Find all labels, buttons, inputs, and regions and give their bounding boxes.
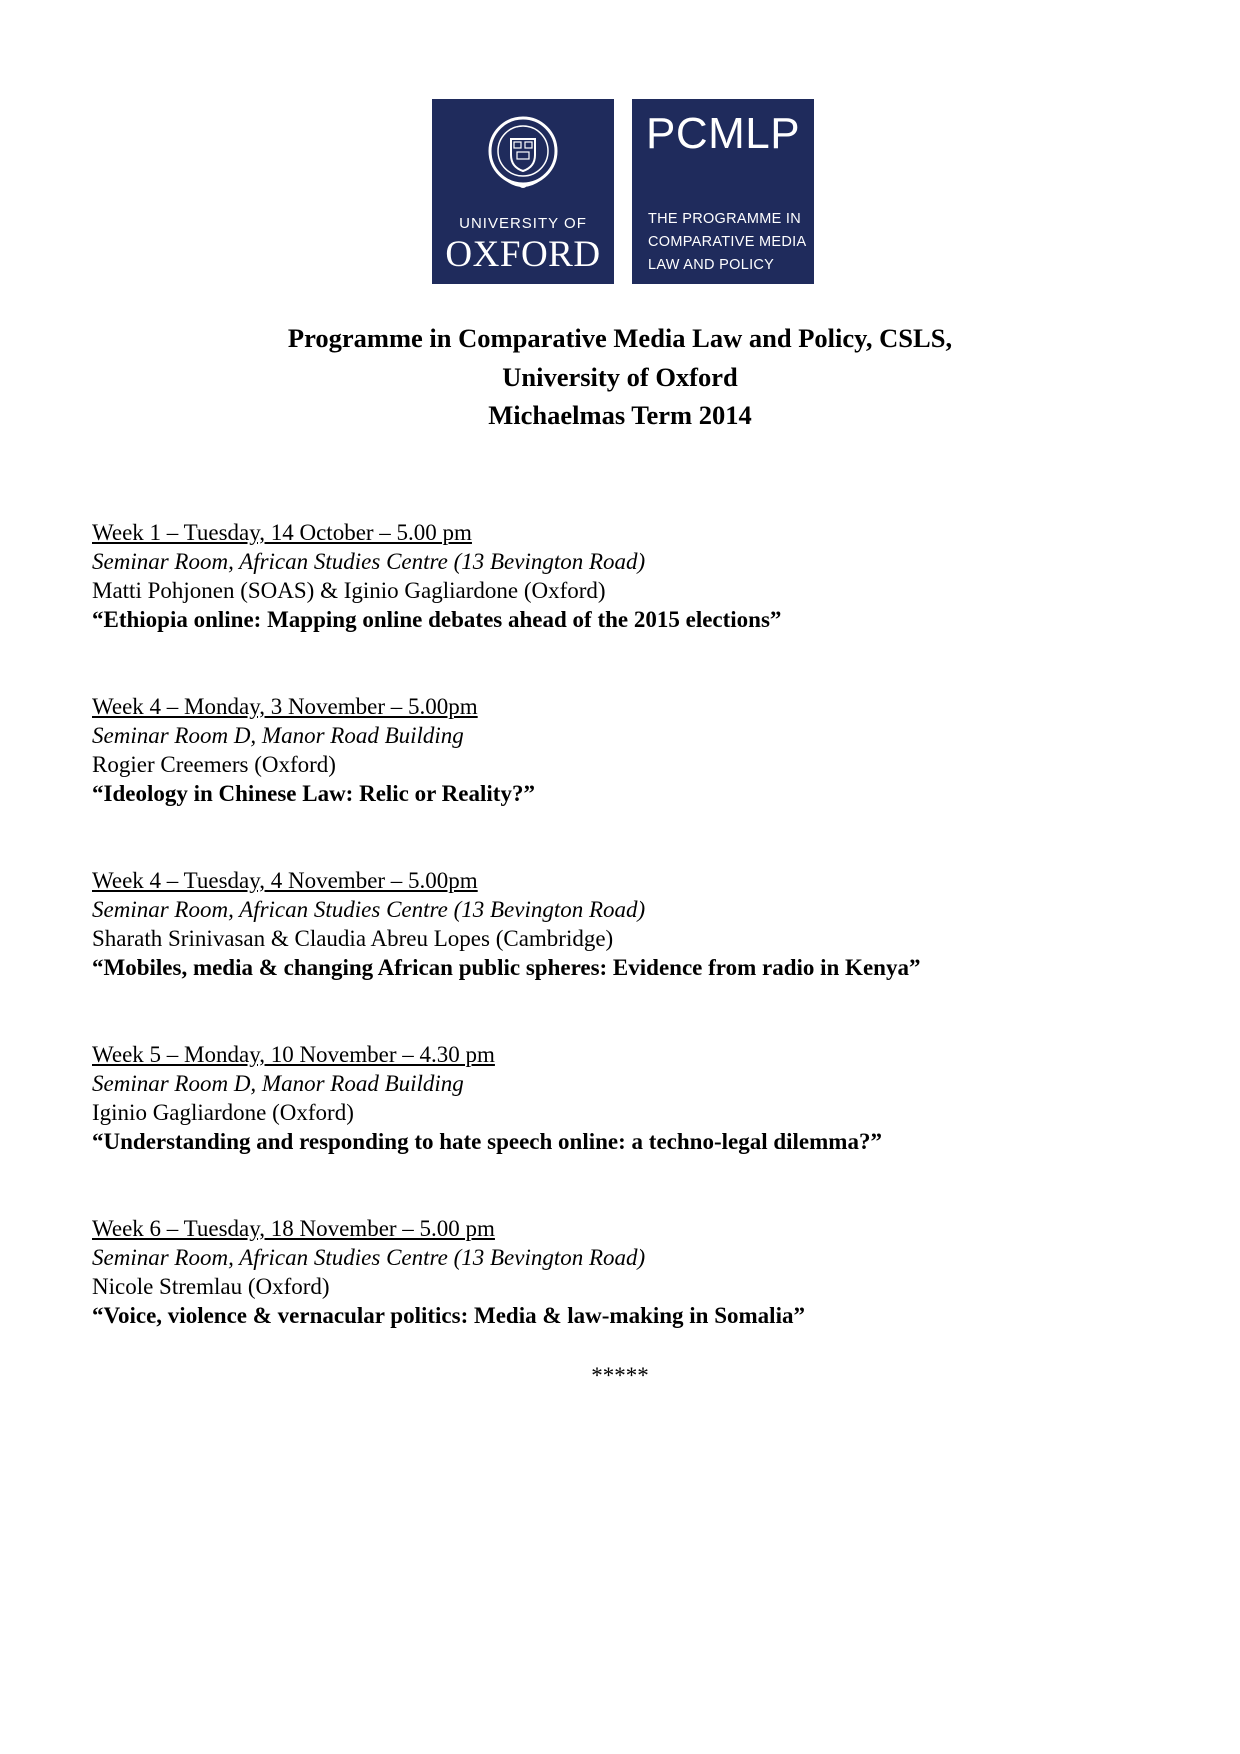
title-line: Programme in Comparative Media Law and Policy, CSLS,: [287, 323, 953, 353]
event-item: [92, 518, 781, 634]
event-speakers: Rogier Creemers (Oxford): [92, 752, 336, 777]
logo-pcmlp-line: THE PROGRAMME IN: [648, 211, 802, 227]
event-title: “Voice, violence & vernacular politics: Media & law-making in Somalia”: [92, 1303, 805, 1328]
end-mark: *****: [591, 1363, 649, 1388]
event-item: [92, 692, 535, 808]
oxford-logo: [432, 99, 614, 284]
event-speakers: Nicole Stremlau (Oxford): [92, 1274, 330, 1299]
event-item: [92, 1214, 805, 1330]
oxford-crest-icon: [473, 109, 573, 213]
logo-pcmlp-line: LAW AND POLICY: [648, 257, 775, 273]
event-item: [92, 1040, 882, 1156]
event-date: Week 6 – Tuesday, 18 November – 5.00 pm: [92, 1216, 495, 1241]
event-speakers: Iginio Gagliardone (Oxford): [92, 1100, 354, 1125]
event-date: Week 4 – Tuesday, 4 November – 5.00pm: [92, 868, 478, 893]
event-venue: Seminar Room D, Manor Road Building: [92, 1071, 464, 1096]
event-title: “Ideology in Chinese Law: Relic or Reality?”: [92, 781, 535, 806]
event-title: “Understanding and responding to hate speech online: a techno-legal dilemma?”: [92, 1129, 882, 1154]
event-date: Week 1 – Tuesday, 14 October – 5.00 pm: [92, 520, 472, 545]
event-speakers: Matti Pohjonen (SOAS) & Iginio Gagliardone (Oxford): [92, 578, 606, 603]
title-line: University of Oxford: [502, 361, 738, 392]
logo-pcmlp-line: COMPARATIVE MEDIA: [648, 234, 807, 250]
event-title: “Ethiopia online: Mapping online debates ahead of the 2015 elections”: [92, 607, 782, 632]
logo-pcmlp-title: PCMLP: [646, 109, 801, 158]
event-speakers: Sharath Srinivasan & Claudia Abreu Lopes (Cambridge): [92, 926, 614, 951]
event-item: [92, 866, 920, 982]
logo-university-of: UNIVERSITY OF: [459, 215, 587, 232]
event-date: Week 5 – Monday, 10 November – 4.30 pm: [92, 1042, 495, 1067]
event-venue: Seminar Room, African Studies Centre (13 Bevington Road): [92, 549, 646, 574]
event-venue: Seminar Room, African Studies Centre (13 Bevington Road): [92, 1245, 646, 1270]
event-venue: Seminar Room, African Studies Centre (13 Bevington Road): [92, 897, 646, 922]
pcmlp-logo: [632, 99, 814, 284]
title-line: Michaelmas Term 2014: [488, 400, 752, 430]
logo-oxford: OXFORD: [445, 234, 601, 275]
event-title: “Mobiles, media & changing African public spheres: Evidence from radio in Kenya”: [92, 955, 921, 980]
logo: [432, 99, 814, 284]
event-venue: Seminar Room D, Manor Road Building: [92, 723, 464, 748]
page-title: [0, 319, 1240, 435]
event-date: Week 4 – Monday, 3 November – 5.00pm: [92, 694, 478, 719]
